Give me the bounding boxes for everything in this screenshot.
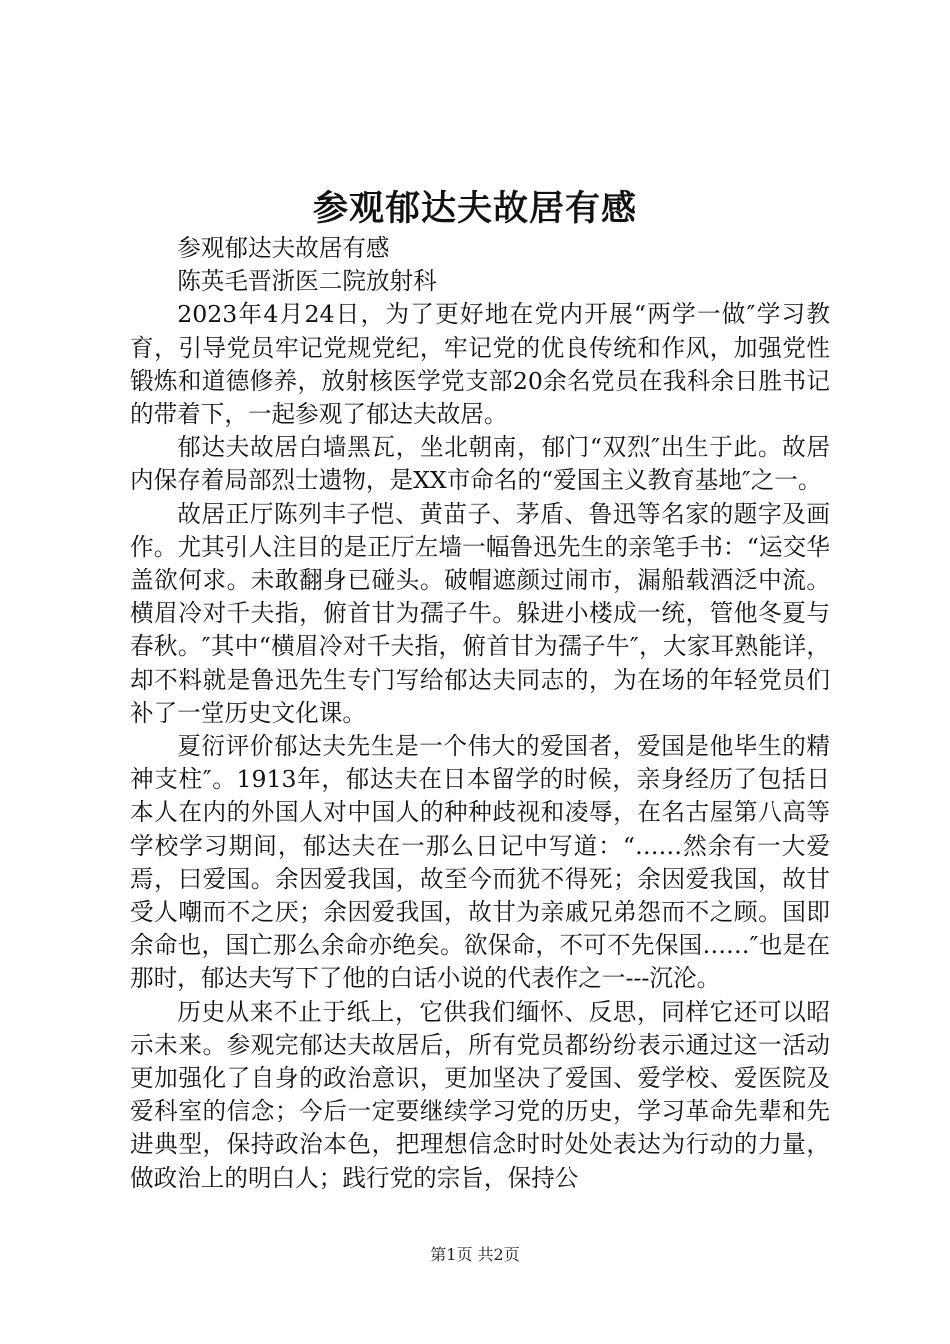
document-title: 参观郁达夫故居有感 (312, 188, 637, 229)
subtitle-line: 参观郁达夫故居有感 (177, 234, 390, 262)
paragraph-3: 故居正厅陈列丰子恺、黄苗子、茅盾、鲁迅等名家的题字及画作。尤其引人注目的是正厅左墙一幅鲁迅先生的亲笔手书：“运交华盖欲何求。未敢翻身已碰头。破帽遮颜过闹市，漏船载酒泛中流。横眉冷对千夫指，俯首甘为孺子牛。躲进小楼成一统，管他冬夏与春秋。″其中“横眉冷对千夫指，俯首甘为孺子牛″，大家耳熟能详，却不料就是鲁迅先生专门写给郁达夫同志的，为在场的年轻党员们补了一堂历史文化课。 (130, 499, 830, 727)
paragraph-2: 郁达夫故居白墙黑瓦，坐北朝南，郁门“双烈″出生于此。故居内保存着局部烈士遗物，是XX市命名的“爱国主义教育基地″之一。 (130, 433, 830, 495)
document-body (130, 232, 830, 1195)
page-footer: 第1页 共2页 (430, 1245, 520, 1264)
paragraph-1: 2023年4月24日，为了更好地在党内开展“两学一做″学习教育，引导党员牢记党规党纪，牢记党的优良传统和作风，加强党性锻炼和道德修养，放射核医学党支部20余名党员在我科余日胜书记的带着下，一起参观了郁达夫故居。 (130, 300, 830, 429)
paragraph-5: 历史从来不止于纸上，它供我们缅怀、反思，同样它还可以昭示未来。参观完郁达夫故居后，所有党员都纷纷表示通过这一活动更加强化了自身的政治意识，更加坚决了爱国、爱学校、爱医院及爱科室的信念；今后一定要继续学习党的历史，学习革命先辈和先进典型，保持政治本色，把理想信念时时处处表达为行动的力量，做政治上的明白人；践行党的宗旨，保持公 (130, 997, 830, 1192)
paragraph-4: 夏衍评价郁达夫先生是一个伟大的爱国者，爱国是他毕生的精神支柱″。1913年，郁达夫在日本留学的时候，亲身经历了包括日本人在内的外国人对中国人的种种歧视和凌辱，在名古屋第八高等学校学习期间，郁达夫在一那么日记中写道：“……然余有一大爱焉，曰爱国。余因爱我国，故至今而犹不得死；余因爱我国，故甘受人嘲而不之厌；余因爱我国，故甘为亲戚兄弟怨而不之顾。国即余命也，国亡那么余命亦绝矣。欲保命，不可不先保国……″也是在那时，郁达夫写下了他的白话小说的代表作之一---沉沦。 (130, 732, 830, 993)
author-line: 陈英毛晋浙医二院放射科 (177, 267, 437, 296)
